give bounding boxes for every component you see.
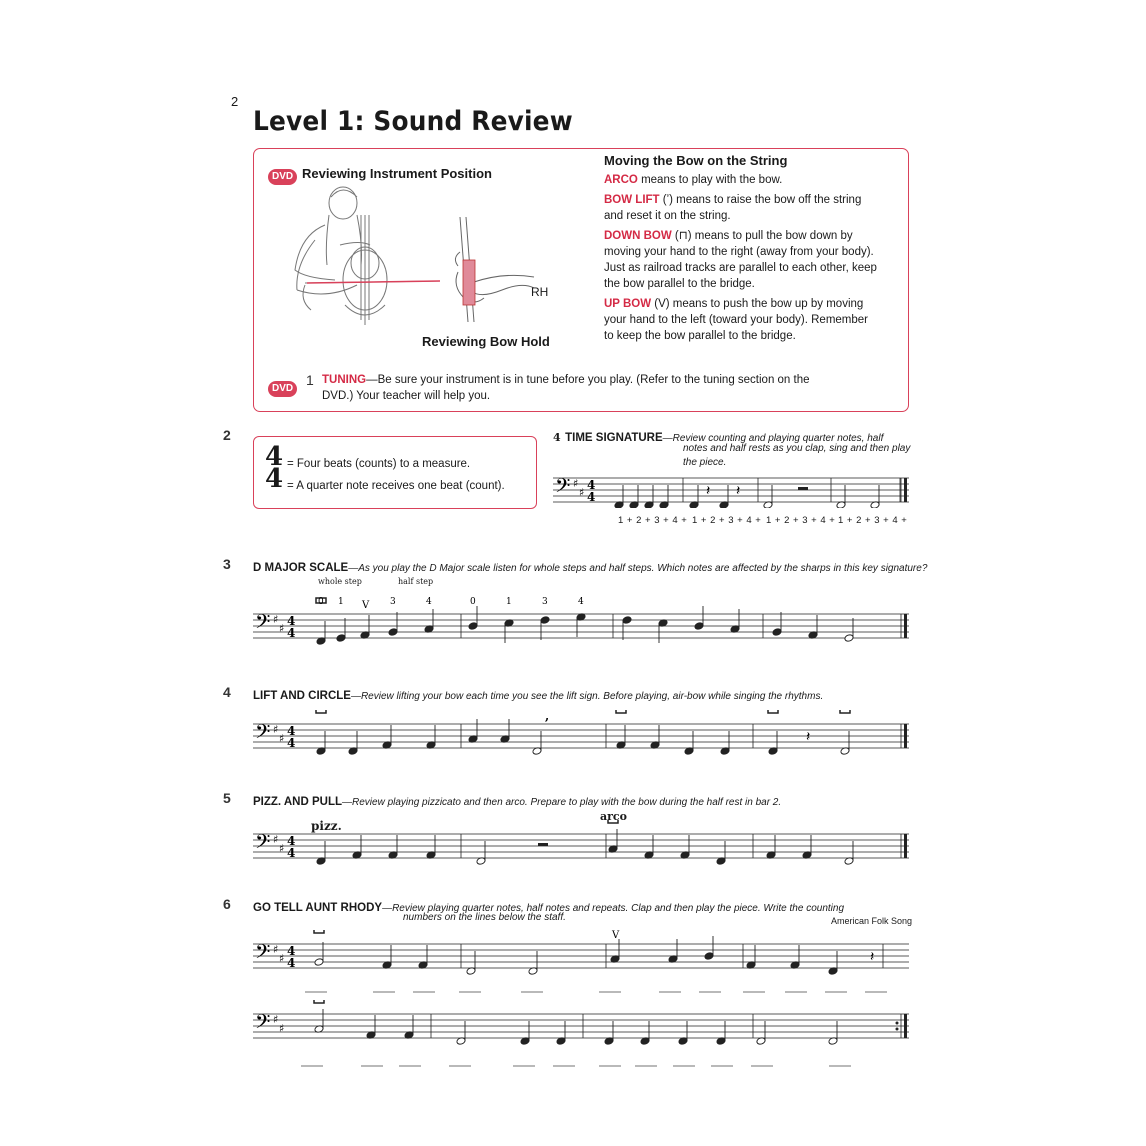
time-sig-bottom: 4 xyxy=(587,490,596,504)
whole-step-label: whole step xyxy=(318,577,362,586)
exercise-3-header: D MAJOR SCALE—As you play the D Major scale listen for whole steps and half steps. Which notes are affected by the sharps in this key signature? xyxy=(253,562,928,574)
time-sig-top: 4 xyxy=(287,834,296,848)
repeat-dot xyxy=(896,1028,899,1031)
half-rest-icon xyxy=(798,487,808,490)
quarter-note xyxy=(694,622,704,631)
time-sig-line2: = A quarter note receives one beat (count). xyxy=(287,480,505,492)
up-bow-icon: V xyxy=(362,600,370,611)
time-signature-box xyxy=(253,436,537,509)
staff-exercise-2 xyxy=(553,468,913,508)
down-bow-icon xyxy=(314,1000,324,1003)
sharp-icon: ♯ xyxy=(279,952,285,965)
final-bar-thick xyxy=(904,478,907,502)
sharp-icon: ♯ xyxy=(273,833,279,846)
bowlift-definition: BOW LIFT (ʼ) means to raise the bow off the string and reset it on the string. xyxy=(604,194,862,222)
exercise-2-header: 4 TIME SIGNATURE—Review counting and playing quarter notes, half xyxy=(553,431,884,444)
quarter-rest-icon: 𝄽 xyxy=(870,949,875,965)
count-2: 1 + 2 + 3 + 4 + xyxy=(692,515,762,526)
song-credit: American Folk Song xyxy=(831,916,913,926)
quarter-note xyxy=(704,952,714,961)
time-sig-bottom: 4 xyxy=(287,956,296,970)
time-sig-top: 4 xyxy=(287,724,296,738)
bass-clef-icon: 𝄢 xyxy=(555,474,571,502)
pizz-label: pizz. xyxy=(311,819,342,833)
arco-label: arco xyxy=(600,810,627,823)
bass-clef-icon: 𝄢 xyxy=(255,1010,271,1038)
time-sig-bottom: 4 xyxy=(287,626,296,640)
time-sig-line1: = Four beats (counts) to a measure. xyxy=(287,458,471,470)
quarter-note xyxy=(540,616,550,625)
final-bar-thick xyxy=(904,1014,907,1038)
time-sig-top: 4 xyxy=(587,478,596,492)
half-rest-icon xyxy=(538,843,548,846)
quarter-rest-icon: 𝄽 xyxy=(806,729,811,745)
exercise-6-desc2: numbers on the lines below the staff. xyxy=(403,912,566,923)
half-note xyxy=(844,634,854,643)
sharp-icon: ♯ xyxy=(273,613,279,626)
quarter-note xyxy=(468,622,478,631)
fingering-number: 4 xyxy=(426,597,432,607)
staff-exercise-4 xyxy=(253,710,913,760)
downbow-definition: DOWN BOW (⊓) means to pull the bow down by moving your hand to the right (away from your body). Just as railroad tracks are parallel to each other, keep the bow parallel to the bridge. xyxy=(604,230,877,290)
exercise-5-header: PIZZ. AND PULL—Review playing pizzicato and then arco. Prepare to play with the bow during the half rest in bar 2. xyxy=(253,796,782,808)
quarter-note xyxy=(772,628,782,637)
exercise-number: 5 xyxy=(223,790,231,806)
bass-clef-icon: 𝄢 xyxy=(255,940,271,968)
fingering-number: 3 xyxy=(542,597,548,607)
upbow-definition: UP BOW (V) means to push the bow up by moving your hand to the left (toward your body). Remember to keep the bow parallel to the bridge. xyxy=(604,298,868,342)
tuning-number: 1 xyxy=(306,372,314,388)
bass-clef-icon: 𝄢 xyxy=(255,830,271,858)
quarter-rest-icon: 𝄽 xyxy=(706,483,711,499)
sharp-icon: ♯ xyxy=(579,486,585,499)
staff-exercise-6-line1 xyxy=(253,930,913,1000)
half-step-label: half step xyxy=(398,577,434,586)
final-bar-thick xyxy=(904,724,907,748)
exercise-number: 6 xyxy=(223,896,231,912)
count-1: 1 + 2 + 3 + 4 + xyxy=(618,515,688,526)
sharp-icon: ♯ xyxy=(273,943,279,956)
bass-clef-icon: 𝄢 xyxy=(255,610,271,638)
fingering-number: 1 xyxy=(506,597,512,607)
staff-exercise-3 xyxy=(253,588,913,648)
fingering-number: 0 xyxy=(318,597,324,607)
time-sig-top: 4 xyxy=(287,614,296,628)
up-bow-icon: V xyxy=(612,930,620,941)
time-sig-bottom: 4 xyxy=(287,736,296,750)
down-bow-icon xyxy=(316,710,326,713)
down-bow-icon xyxy=(314,930,324,933)
quarter-note xyxy=(336,634,346,643)
bow-lift-icon: , xyxy=(545,710,550,723)
down-bow-icon xyxy=(840,710,850,713)
page-title: Level 1: Sound Review xyxy=(253,106,573,137)
sharp-icon: ♯ xyxy=(273,1013,279,1026)
rh-label: RH xyxy=(531,285,549,299)
quarter-note xyxy=(388,628,398,637)
count-3: 1 + 2 + 3 + 4 + xyxy=(766,515,836,526)
quarter-note xyxy=(622,616,632,625)
down-bow-icon xyxy=(616,710,626,713)
time-signature-glyph: 4 4 xyxy=(265,442,284,494)
bow-section-heading: Moving the Bow on the String xyxy=(604,153,788,168)
exercise-number: 4 xyxy=(223,684,231,700)
exercise-6-header: GO TELL AUNT RHODY—Review playing quarter notes, half notes and repeats. Clap and then play the piece. Write the counting xyxy=(253,902,845,914)
fingering-number: 4 xyxy=(578,597,584,607)
fingering-number: 3 xyxy=(390,597,396,607)
count-4: 1 + 2 + 3 + 4 + xyxy=(838,515,908,526)
sharp-icon: ♯ xyxy=(273,723,279,736)
dvd-badge: DVD xyxy=(268,166,297,185)
exercise-number: 3 xyxy=(223,556,231,572)
bow-hold-label: Reviewing Bow Hold xyxy=(422,334,550,349)
time-sig-top: 4 xyxy=(287,944,296,958)
final-bar-thick xyxy=(904,834,907,858)
fingering-number: 1 xyxy=(338,597,344,607)
bow-section xyxy=(604,153,904,344)
fingering-number: 0 xyxy=(470,597,476,607)
exercise-2-desc2: notes and half rests as you clap, sing and then play xyxy=(683,443,911,454)
exercise-4-header: LIFT AND CIRCLE—Review lifting your bow each time you see the lift sign. Before playing, air-bow while singing the rhythms. xyxy=(253,690,824,702)
instrument-position-heading: Reviewing Instrument Position xyxy=(302,166,492,181)
sharp-icon: ♯ xyxy=(279,622,285,635)
final-bar-thick xyxy=(904,614,907,638)
sharp-icon: ♯ xyxy=(573,477,579,490)
exercise-number: 2 xyxy=(223,427,231,443)
sharp-icon: ♯ xyxy=(279,732,285,745)
tuning-dvd-badge: DVD xyxy=(268,378,297,397)
repeat-dot xyxy=(896,1022,899,1025)
tuning-text: TUNING—Be sure your instrument is in tune before you play. (Refer to the tuning section on the DVD.) Your teacher will help you. xyxy=(322,374,810,402)
bass-clef-icon: 𝄢 xyxy=(255,720,271,748)
staff-exercise-6-line2 xyxy=(253,1000,913,1072)
exercise-2-desc3: the piece. xyxy=(683,457,727,468)
down-bow-icon xyxy=(608,820,618,823)
arco-definition: ARCO means to play with the bow. xyxy=(604,174,783,186)
sharp-icon: ♯ xyxy=(279,1022,285,1035)
down-bow-icon xyxy=(768,710,778,713)
half-note xyxy=(314,958,324,967)
page-number: 2 xyxy=(231,94,239,109)
bow-hold-illustration xyxy=(438,212,538,332)
time-sig-bottom: 4 xyxy=(287,846,296,860)
staff-exercise-5 xyxy=(253,820,913,870)
quarter-rest-icon: 𝄽 xyxy=(736,483,741,499)
sharp-icon: ♯ xyxy=(279,842,285,855)
